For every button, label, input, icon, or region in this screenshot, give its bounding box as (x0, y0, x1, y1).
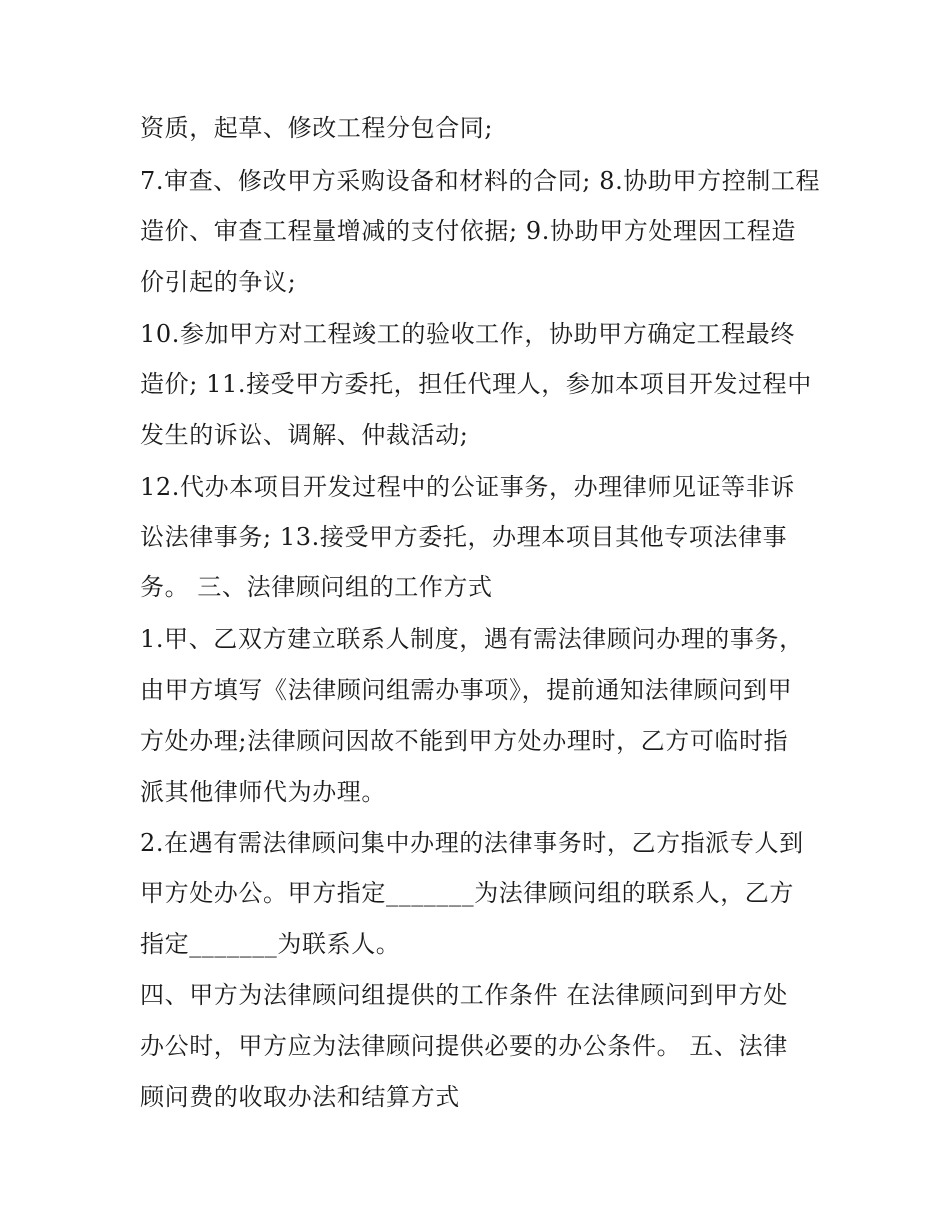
text-line: 务。 三、法律顾问组的工作方式 (140, 573, 493, 601)
text-line: 造价、审查工程量增减的支付依据; 9.协助甲方处理因工程造 (140, 217, 797, 245)
text-line: 办公时，甲方应为法律顾问提供必要的办公条件。 五、法律 (140, 1032, 788, 1060)
text-line: 7.审查、修改甲方采购设备和材料的合同; 8.协助甲方控制工程 (140, 167, 821, 195)
text-line: 派其他律师代为办理。 (140, 778, 386, 806)
text-line: 由甲方填写《法律顾问组需办事项》，提前通知法律顾问到甲 (140, 676, 793, 704)
text-line: 指定_______为联系人。 (140, 930, 401, 958)
text-line: 2.在遇有需法律顾问集中办理的法律事务时，乙方指派专人到 (140, 829, 804, 857)
text-line: 资质，起草、修改工程分包合同; (140, 114, 494, 142)
text-line: 发生的诉讼、调解、仲裁活动; (140, 421, 469, 449)
text-line: 甲方处办公。甲方指定_______为法律顾问组的联系人，乙方 (140, 879, 794, 907)
text-line: 1.甲、乙双方建立联系人制度，遇有需法律顾问办理的事务， (140, 625, 804, 653)
text-line: 方处办理;法律顾问因故不能到甲方处办理时，乙方可临时指 (140, 727, 789, 755)
text-line: 12.代办本项目开发过程中的公证事务，办理律师见证等非诉 (140, 473, 795, 501)
text-line: 四、甲方为法律顾问组提供的工作条件 在法律顾问到甲方处 (140, 981, 788, 1009)
text-line: 价引起的争议; (140, 268, 297, 296)
text-line: 10.参加甲方对工程竣工的验收工作，协助甲方确定工程最终 (140, 320, 795, 348)
text-line: 顾问费的收取办法和结算方式 (140, 1083, 460, 1111)
text-line: 造价; 11.接受甲方委托，担任代理人，参加本项目开发过程中 (140, 370, 812, 398)
text-line: 讼法律事务; 13.接受甲方委托，办理本项目其他专项法律事 (140, 523, 788, 551)
